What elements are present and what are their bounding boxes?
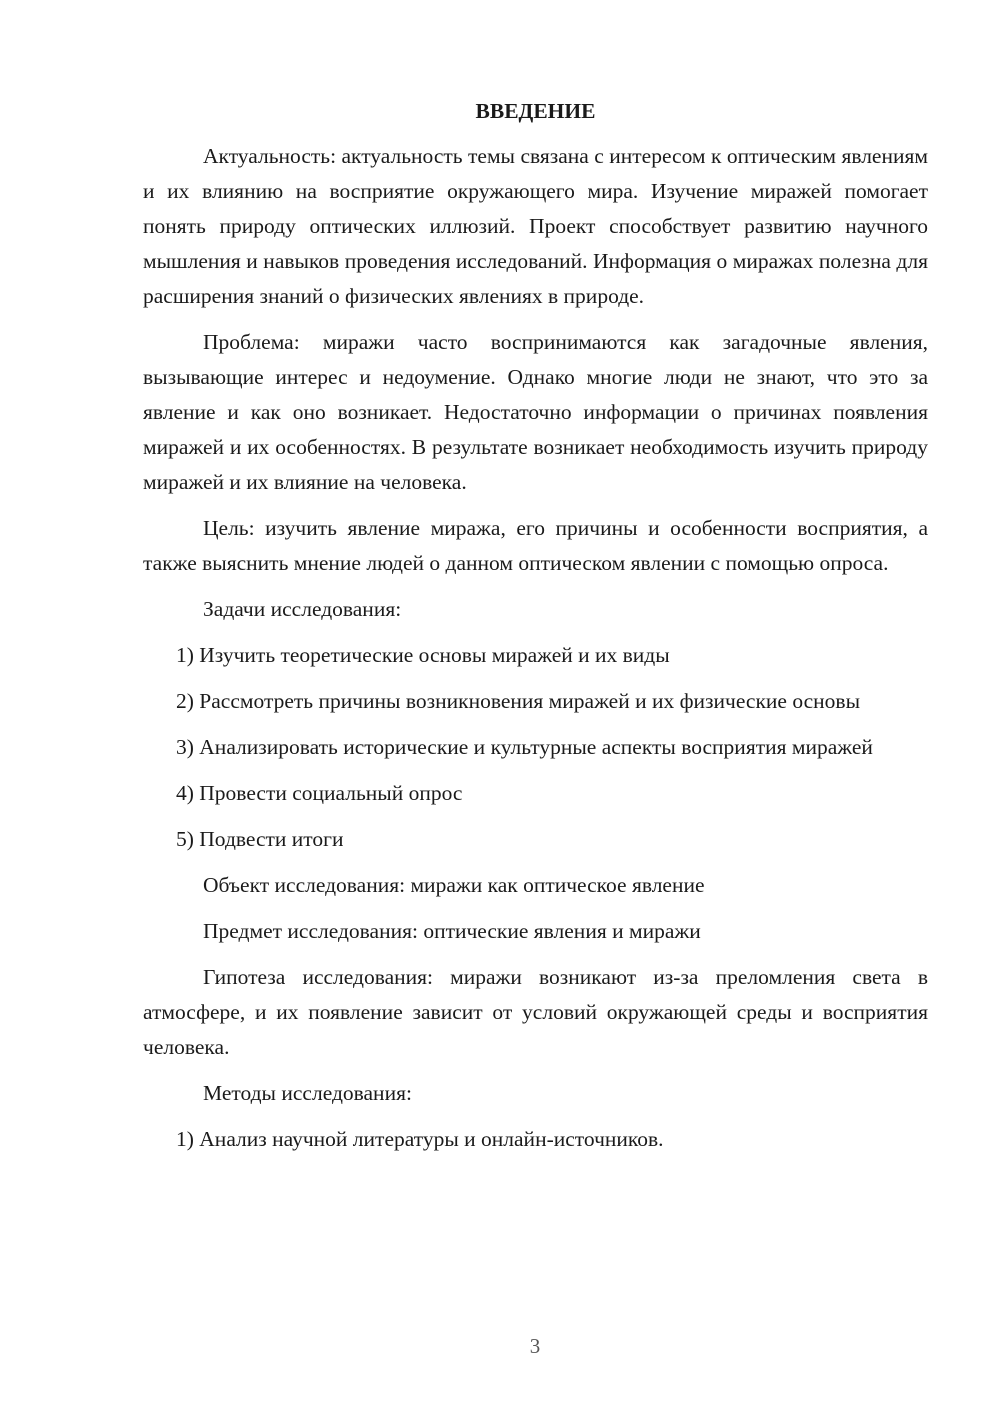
task-item: 5) Подвести итоги [176,827,344,851]
hypothesis-paragraph: Гипотеза исследования: миражи возникают из-за преломления света в атмосфере, и их появление зависит от условий окружающей среды и восприятия человека. [143,965,928,1059]
subject-paragraph: Предмет исследования: оптические явления и миражи [203,919,701,943]
task-item: 1) Изучить теоретические основы миражей и их виды [176,643,670,667]
tasks-heading: Задачи исследования: [203,597,402,621]
task-item: 2) Рассмотреть причины возникновения миражей и их физические основы [176,689,861,713]
problem-paragraph: Проблема: миражи часто воспринимаются как загадочные явления, вызывающие интерес и недоумение. Однако многие люди не знают, что это за явление и как оно возникает. Недостаточно информации о причинах появления миражей и их особенностях. В результате возникает необходимость изучить природу миражей и их влияние на человека. [143,330,928,494]
page-number: 3 [529,1334,541,1358]
method-item: 1) Анализ научной литературы и онлайн-источников. [176,1127,664,1151]
relevance-paragraph: Актуальность: актуальность темы связана с интересом к оптическим явлениям и их влиянию на восприятие окружающего мира. Изучение миражей помогает понять природу оптических иллюзий. Проект способствует развитию научного мышления и навыков проведения исследований. Информация о миражах полезна для расширения знаний о физических явлениях в природе. [143,144,928,308]
task-item: 3) Анализировать исторические и культурные аспекты восприятия миражей [176,735,873,759]
object-paragraph: Объект исследования: миражи как оптическое явление [203,873,705,897]
methods-heading: Методы исследования: [203,1081,412,1105]
page-title: ВВЕДЕНИЕ [475,99,596,123]
document-page [143,94,928,1168]
task-item: 4) Провести социальный опрос [176,781,463,805]
goal-paragraph: Цель: изучить явление миража, его причины и особенности восприятия, а также выяснить мнение людей о данном оптическом явлении с помощью опроса. [143,516,928,575]
